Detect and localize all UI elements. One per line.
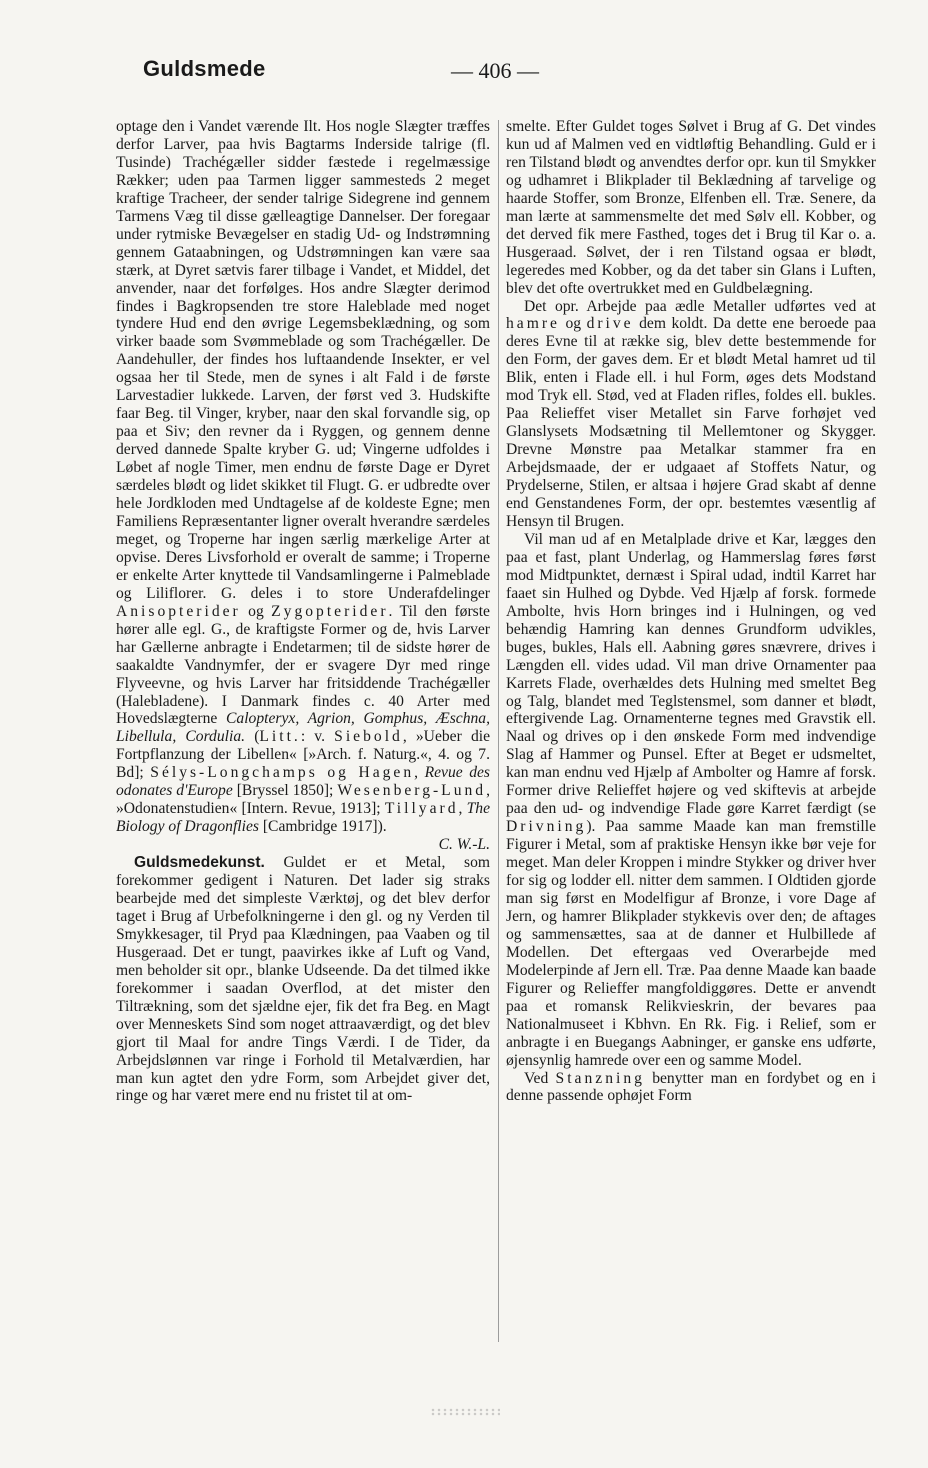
paragraph-text: optage den i Vandet værende Ilt. Hos nogle Slægter træffes derfor Larver, paa hvis Bagtarms Inderside talrige (fl. Tusinde) Trachégæller sidder fæstede i regelmæssige Rækker; uden paa Tarmen ligger sammesteds 2 meget kraftige Tracheer, der sender talrige Sidegrene ind gennem Tarmens Væg til disse gælleagtige Dannelser. Der foregaar under rytmiske Bevægelser en stadig Ud- og Indstrømning gennem Gataabningen, og Udstrømningen kan være saa stærk, at Dyret sætvis farer tilbage i Vandet, et Middel, det anvender, naar det forfølges. Hos andre Slægter derimod findes i Bagkropsenden tre store Haleblade med noget tyndere Hud end den øvrige Legemsbeklædning, og som virker baade som Svømmeblade og som Trachégæller. De Aandehuller, der findes hos luftaandende Insekter, er vel ogsaa her til Stede, men de synes i alt Fald i de første Larvestadier lukkede. Larven, der først ved 3. Hudskifte faar Beg. til Vinger, kryber, naar den skal forvandle sig, op paa et Siv; den revner da i Ryggen, og gennem denne derved dannede Spalte kryber G. ud; Vingerne udfoldes i Løbet af nogle Timer, men endnu de første Dage er Dyret særdeles blødt og lidet skikket til Flugt. G. er udbredte over hele Jordkloden med Undtagelse af de koldeste Egne; men Familiens Repræsentanter ligner overalt hverandre særdeles meget, og Troperne har ingen særlig mærkelige Arter at opvise. Deres Livsforhold er overalt de samme; i Troperne er enkelte Arter knyttede til Vandsamlingerne i Palmeblade og Liliflorer. G. deles i to store Underafdelinger xyxy=(116,118,490,602)
paragraph xyxy=(506,1070,876,1106)
reference-text: , »Odonatenstudien« [Intern. Revue, 1913]; xyxy=(116,782,491,818)
reference-text: [Cambridge 1917]). xyxy=(262,818,387,836)
paragraph-text: Det opr. Arbejde paa ædle Metaller udførtes ved at xyxy=(524,297,876,315)
author-selys-longchamps: Sélys-Longchamps og Hagen xyxy=(150,764,415,782)
term-drive: drive xyxy=(586,315,634,333)
author-signature: C. W.-L. xyxy=(438,836,490,854)
paragraph-text: ). Paa samme Maade kan man fremstille Figurer i Metal, som af praktiske Hensyn ikke bør veje for meget. Man deler Kroppen i mindre Stykker og driver hver for sig og lodder ell. nitter dem sammen. I Oldtiden gjorde man sig først en Modelfigur af Bronze, i vore Dage af Jern, og hamrer Blikplader stykkevis over den; de aftages og sammensættes, saa at de danner et Hulbillede af Modellen. Det eftergaas ved Overarbejde med Modelerpinde af Jern ell. Træ. Paa denne Maade kan baade Figurer og Relieffer mangfoldiggøres. Dette er anvendt paa et romansk Relikvieskrin, der bevares paa Nationalmuseet i Kbhvn. En Rk. Fig. i Relief, som er anbragte i en Buegangs Aabninger, er ganske ens udførte, øjensynlig hamrede over een og samme Model. xyxy=(506,818,876,1069)
running-headword: Guldsmede xyxy=(143,56,266,81)
paragraph xyxy=(506,531,876,1070)
term-stanzning: Stanzning xyxy=(555,1069,645,1087)
paragraph xyxy=(116,118,490,854)
title-revue: Revue des odonates d'Europe xyxy=(116,764,490,800)
print-speck xyxy=(430,1408,500,1416)
page-header xyxy=(0,0,928,110)
left-column xyxy=(116,118,490,1105)
reference-text: [Bryssel 1850]; xyxy=(236,782,334,800)
author-tillyard: Tillyard xyxy=(384,800,459,818)
term-anisopterider: Anisopterider xyxy=(116,602,241,620)
right-column xyxy=(506,118,876,1105)
column-divider xyxy=(498,120,499,1342)
punctuation: , xyxy=(458,800,463,818)
paragraph xyxy=(506,118,876,298)
term-hamre: hamre xyxy=(506,315,560,333)
conjunction-text: og xyxy=(565,315,582,333)
punctuation: , xyxy=(414,764,419,782)
conjunction-text: og xyxy=(248,602,264,620)
reference-text: , »Ueber die Fortpflanzung der Libellen« [»Arch. f. Naturg.«, 4. og 7. Bd]; xyxy=(116,728,490,782)
paragraph xyxy=(116,854,490,1105)
punctuation: ( xyxy=(254,728,260,746)
author-wesenberg-lund: Wesenberg-Lund xyxy=(337,782,487,800)
paragraph xyxy=(506,298,876,531)
title-biology: The Biology of Dragonflies xyxy=(116,800,491,836)
page-number: — 406 — xyxy=(451,58,539,83)
author-siebold: Siebold xyxy=(334,728,403,746)
entry-headword: Guldsmedekunst. xyxy=(134,854,265,872)
paragraph-text: benytter man en fordybet og en i denne passende ophøjet Form xyxy=(506,1069,876,1105)
paragraph-text: . Til den første hører alle egl. G., de kraftigste Former og de, hvis Larver har Gællerne anbragte i Endetarmen; til de sidste hører de saakaldte Vandnymfer, der er svagere Dyr med ringe Flyveevne, og hvis Larver har fritsiddende Trachégæller (Halebladene). I Danmark findes c. 40 Arter med Hovedslægterne xyxy=(116,602,490,728)
litt-colon: : v. xyxy=(300,728,325,746)
paragraph-text: smelte. Efter Guldet toges Sølvet i Brug af G. Det vindes kun ud af Malmen ved en vidtløftig Behandling. Guld er i ren Tilstand blødt og anvendtes derfor opr. kun til Smykker og udhamret i Blikplader til Beklædning af tarvelige og haarde Stoffer, som Bronze, Elfenben ell. Træ. Senere, da man lærte at sammensmelte det med Sølv ell. Kobber, og det derved fik mere Fasthed, toges det i Brug til Kar o. a. Husgeraad. Sølvet, der i ren Tilstand ogsaa er blødt, legeredes med Kobber, og da det taber sin Glans i Luften, blev det ofte overtrukket med en Guldbelægning. xyxy=(506,118,876,297)
paragraph-text: Guldet er et Metal, som forekommer gedigent i Naturen. Det lader sig straks bearbejde med det simpleste Værktøj, og det blev derfor taget i Brug af Urbefolkningerne i den gl. og ny Verden til Smykkesager, til Pryd paa Klædningen, paa Vaaben og til Husgeraad. Det er tungt, paavirkes ikke af Luft og Vand, men beholder sit opr., blanke Udseende. Da det tilmed ikke forekommer i saadan Overflod, at det mister den Tiltrækning, som det sjældne ejer, fik det fra Beg. en Magt over Menneskets Sind som noget attraaværdigt, og det blev gjort til Maal for andre Tings Værdi. I de Tider, da Arbejdslønnen var ringe i Forhold til Metalværdien, har man kun agtet den ydre Form, som Arbejdet giver det, ringe og har været mere end nu fristet til at om- xyxy=(116,854,490,1105)
term-drivning: Drivning xyxy=(506,818,587,836)
genera-list: Calopteryx, Agrion, Gomphus, Æschna, Libellula, Cordulia. xyxy=(116,710,491,746)
paragraph-text: dem koldt. Da dette ene beroede paa deres Evne til at række sig, blev dette bestemmende for den Form, der gaves dem. Er et blødt Metal hamret ud til Blik, enten i Flade ell. i hul Form, øges dets Modstand mod Tryk ell. Stød, ved at Fladen rifles, foldes ell. bukles. Paa Relieffet viser Metallet sin Farve forhøjet ved Glanslysets Modsætning til Mellemtoner og Skygger. Drevne Mønstre paa Metalkar stammer fra en Arbejdsmaade, der er udgaaet af Stoffets Natur, og Prydelserne, Stilen, er altsaa i højere Grad skabt af denne end Genstandenes Form, der opr. bestemtes væsentlig af Hensyn til Brugen. xyxy=(506,315,876,530)
paragraph-text: Ved xyxy=(524,1069,549,1087)
paragraph-text: Vil man ud af en Metalplade drive et Kar, lægges den paa et fast, plant Underlag, og Hammerslag føres først mod Midtpunktet, dernæst i Spiral udad, indtil Karret har faaet sin Hulhed og Dybde. Ved Hjælp af forsk. formede Ambolte, hvis Horn bringes ind i Hulningen, og ved behændig Hamring kan dennes Grundform udvikles, buges, bukles, Hals ell. Aabning gøres snævrere, drives i Længden ell. vides udad. Vil man drive Ornamenter paa Karrets Flade, overhældes dets Hulning med smeltet Beg og Talg, blandet med Teglstensmel, som danner et blødt, eftergivende Lag. Ornamenterne tegnes med Gravstik ell. Naal og drives op i den ønskede Form med indvendige Slag af Hammer og Punsel. Efter at Beget er udsmeltet, kan man endnu ved Hjælp af Ambolter og Hamre af forsk. Former drive Relieffet højere og ved skiftevis at arbejde paa den ud- og indvendige Flade gøre Karret færdigt (se xyxy=(506,530,876,818)
term-zygopterider: Zygopterider xyxy=(271,602,389,620)
litt-label: Litt. xyxy=(259,728,301,746)
